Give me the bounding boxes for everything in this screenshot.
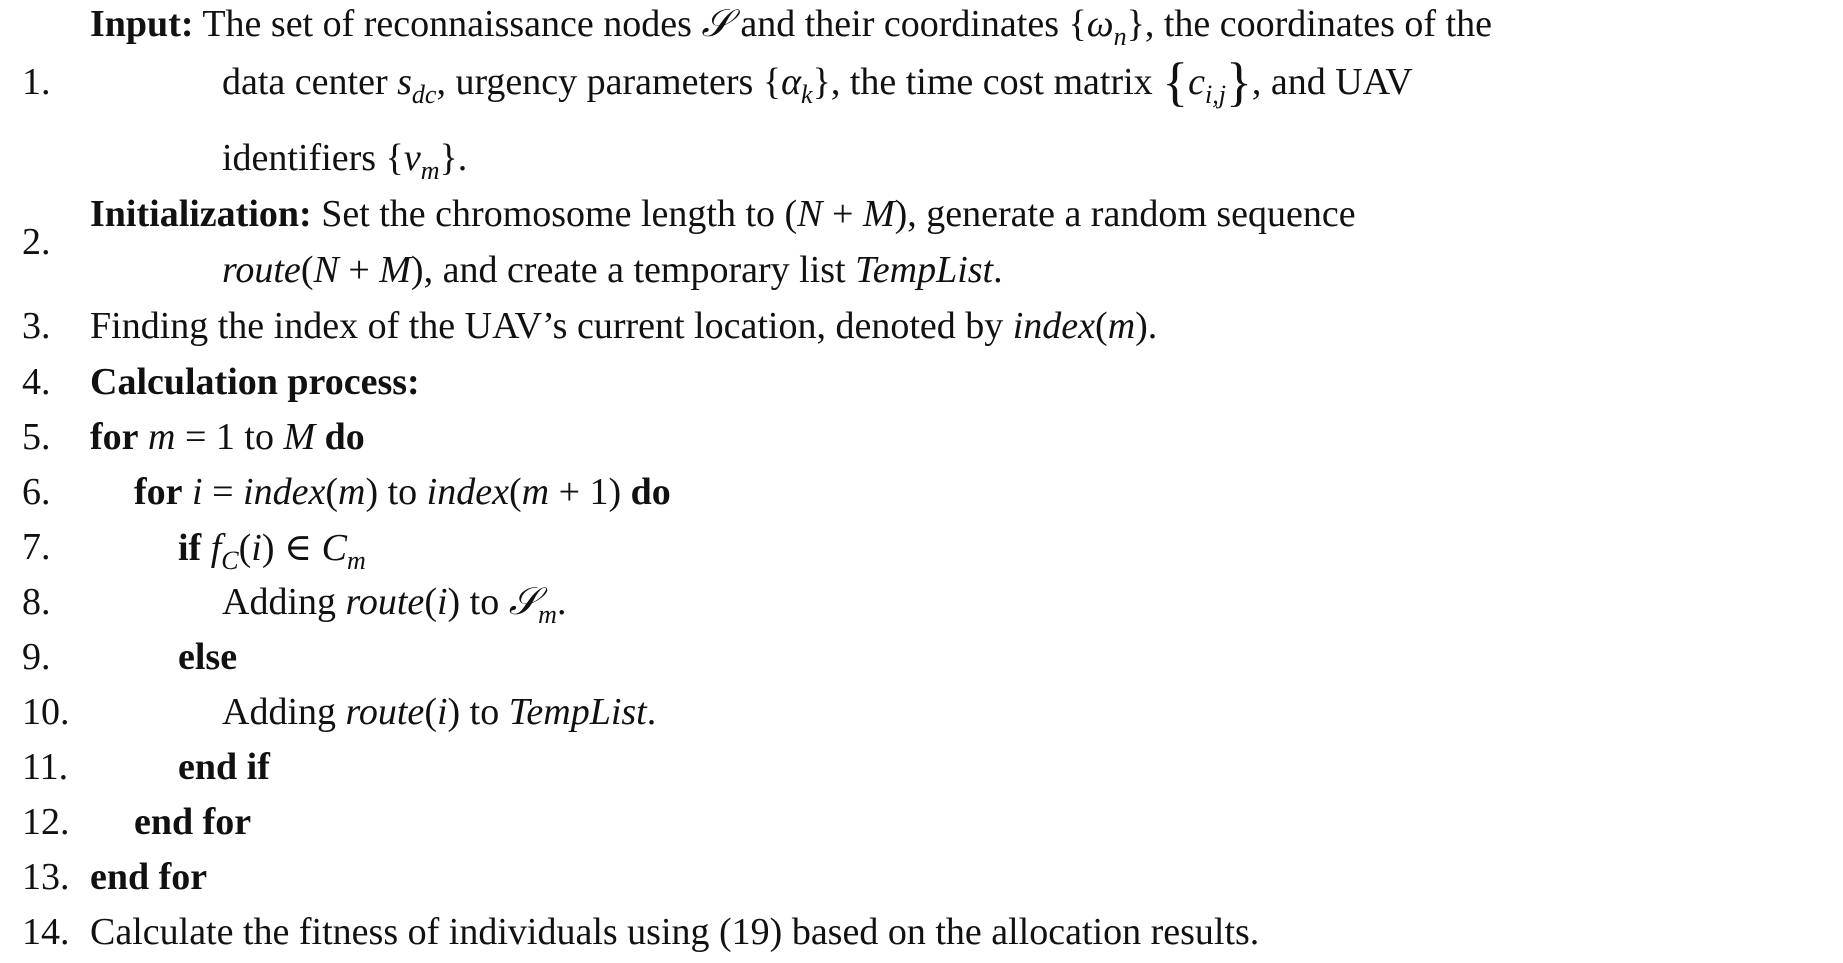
math-symbol: N: [797, 193, 823, 235]
step-number: 9.: [22, 636, 51, 678]
math-symbol: TempList: [508, 691, 647, 733]
step-number: 7.: [22, 526, 51, 568]
text: .: [556, 581, 567, 623]
math-symbol: index: [1012, 305, 1096, 347]
math-subscript: dc: [411, 80, 437, 109]
text: ) ∈: [261, 527, 322, 569]
math-subscript: C: [221, 546, 239, 575]
math-symbol: M: [862, 193, 895, 235]
text: [315, 416, 325, 458]
step-number: 12.: [22, 801, 70, 843]
step-text: [90, 304, 1157, 348]
math-symbol: α: [781, 61, 802, 103]
text: [201, 527, 211, 569]
text: ), generate a random sequence: [894, 193, 1356, 235]
text: (: [508, 471, 522, 513]
math-symbol: i: [436, 581, 448, 623]
math-symbol: M: [283, 416, 316, 458]
math-subscript: m: [347, 546, 366, 575]
math-symbol: m: [148, 416, 176, 458]
text: (: [325, 471, 338, 513]
text: }.: [439, 137, 468, 179]
math-symbol: i: [436, 691, 448, 733]
text: (: [238, 527, 252, 569]
math-symbol: v: [403, 137, 421, 179]
text: +: [822, 193, 863, 235]
math-symbol: 𝒮: [508, 581, 539, 623]
text: ).: [1135, 305, 1158, 347]
step-text: [222, 580, 567, 629]
step-number: 3.: [22, 305, 51, 347]
keyword-do: do: [324, 416, 365, 458]
step-text: Calculate the fitness of individuals using (19) based on the allocation results.: [90, 911, 1260, 953]
brace-open: {: [1162, 52, 1189, 112]
text: .: [646, 691, 657, 733]
text: (: [300, 249, 314, 291]
math-symbol: m: [337, 471, 366, 513]
step-number: 11.: [22, 746, 69, 788]
step-text: [178, 525, 366, 575]
math-symbol: M: [379, 249, 411, 291]
step-number: 1.: [22, 61, 51, 103]
step-number: 5.: [22, 416, 51, 458]
keyword-do: do: [630, 471, 671, 513]
step-2-line-2: [222, 248, 1003, 292]
text: }, the coordinates of the: [1126, 3, 1492, 45]
text: +: [338, 249, 380, 291]
initialization-label: Initialization:: [90, 193, 312, 235]
step-1-line-3: [222, 136, 468, 185]
step-text: [222, 690, 656, 734]
math-symbol: ω: [1086, 3, 1114, 45]
text: ) to: [447, 581, 509, 623]
text: ) to: [365, 471, 427, 513]
math-symbol: index: [243, 471, 326, 513]
math-subscript: n: [1113, 22, 1127, 51]
math-symbol: s: [397, 61, 412, 103]
keyword-end-for: end for: [90, 856, 208, 898]
text: ) to: [447, 691, 509, 733]
keyword-for: for: [134, 471, 183, 513]
step-1-line-2: [222, 52, 1413, 112]
keyword-for: for: [90, 416, 139, 458]
text: , urgency parameters {: [436, 61, 782, 103]
text: identifiers {: [222, 137, 404, 179]
math-subscript: i,j: [1204, 80, 1226, 109]
text: (: [1095, 305, 1108, 347]
math-symbol: m: [1107, 305, 1136, 347]
text: + 1): [549, 471, 631, 513]
math-symbol: m: [521, 471, 550, 513]
math-symbol: 𝒮: [701, 3, 731, 45]
keyword-if: if: [178, 527, 202, 569]
text: Finding the index of the UAV’s current location, denoted by: [90, 305, 1013, 347]
brace-close: }: [1225, 52, 1252, 112]
step-number: 2.: [22, 221, 51, 263]
text: Adding: [222, 581, 346, 623]
text: [183, 471, 193, 513]
math-symbol: C: [321, 527, 347, 569]
text: (: [424, 691, 437, 733]
text: }, the time cost matrix: [812, 61, 1163, 103]
keyword-else: else: [178, 636, 238, 678]
step-text: [90, 415, 365, 459]
step-number: 14.: [22, 911, 70, 953]
math-subscript: k: [801, 80, 813, 109]
math-subscript: m: [420, 156, 440, 185]
text: Adding: [222, 691, 346, 733]
text: = 1 to: [175, 416, 284, 458]
math-symbol: i: [251, 527, 262, 569]
math-symbol: route: [345, 581, 425, 623]
step-number: 4.: [22, 361, 51, 403]
text: and their coordinates {: [730, 3, 1087, 45]
keyword-end-if: end if: [178, 746, 270, 788]
math-symbol: TempList: [855, 249, 994, 291]
step-2-line-1: [90, 192, 1356, 236]
text: , and UAV: [1251, 61, 1413, 103]
text: Set the chromosome length to (: [321, 193, 798, 235]
step-number: 10.: [22, 691, 70, 733]
keyword-end-for: end for: [134, 801, 252, 843]
calculation-process-label: Calculation process:: [90, 361, 420, 403]
math-symbol: route: [345, 691, 425, 733]
math-symbol: f: [210, 527, 222, 569]
step-text: [134, 470, 671, 514]
step-1-line-1: [90, 2, 1492, 51]
text: data center: [222, 61, 398, 103]
text: ), and create a temporary list: [410, 249, 856, 291]
input-label: Input:: [90, 3, 194, 45]
math-subscript: m: [538, 600, 557, 629]
math-symbol: index: [426, 471, 509, 513]
text: The set of reconnaissance nodes: [202, 3, 702, 45]
step-number: 6.: [22, 471, 51, 513]
text: (: [424, 581, 437, 623]
text: [139, 416, 149, 458]
math-symbol: route: [222, 249, 301, 291]
math-symbol: i: [192, 471, 203, 513]
step-number: 13.: [22, 856, 70, 898]
math-symbol: N: [313, 249, 339, 291]
text: =: [202, 471, 244, 513]
step-number: 8.: [22, 581, 51, 623]
text: .: [993, 249, 1003, 291]
math-symbol: c: [1188, 61, 1205, 103]
